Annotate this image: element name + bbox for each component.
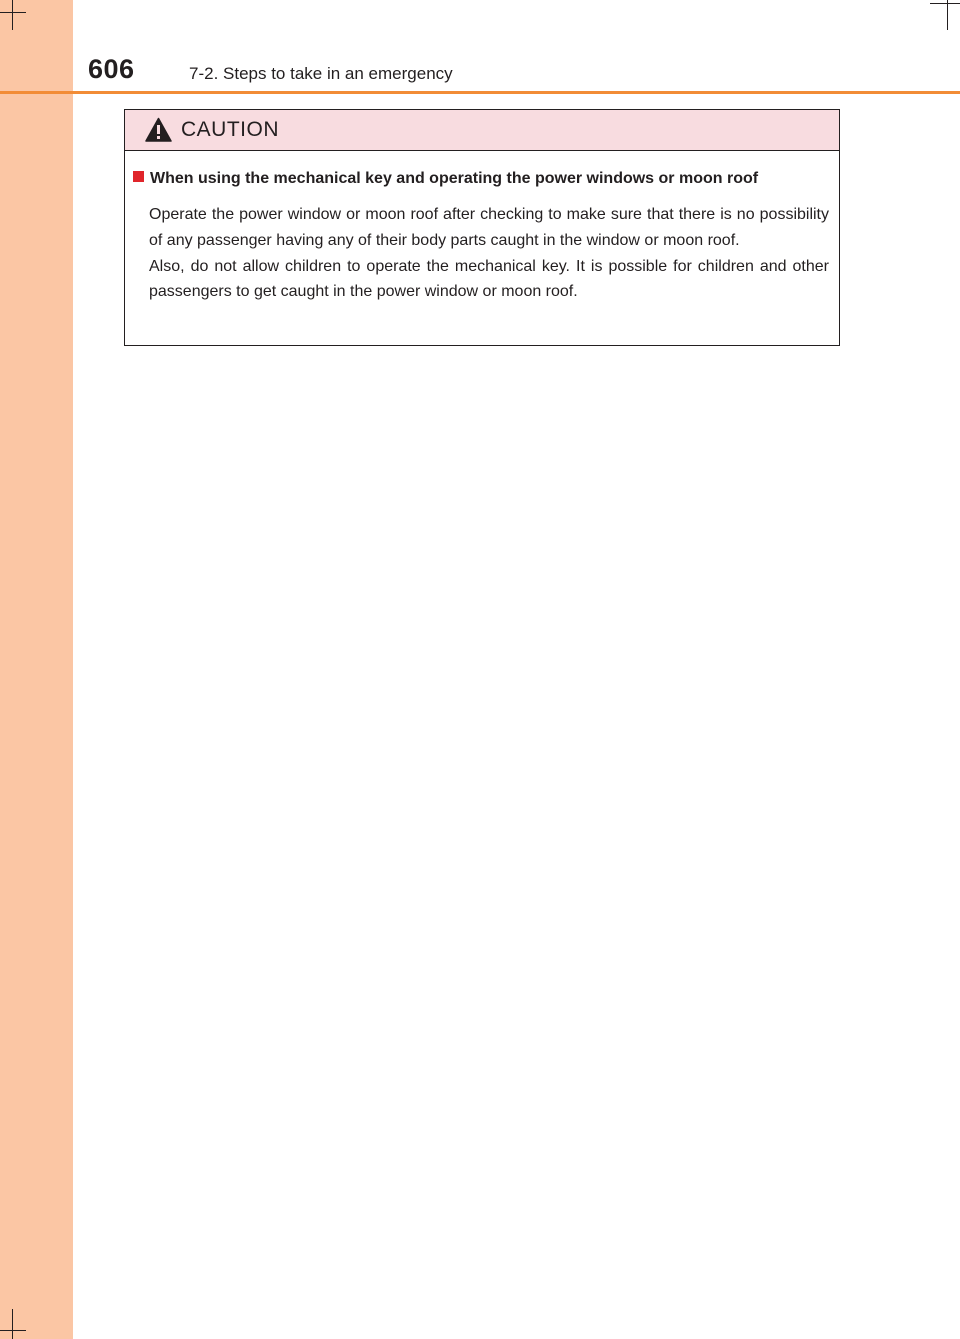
caution-title: CAUTION bbox=[181, 118, 279, 141]
caution-box bbox=[124, 109, 840, 346]
page-number: 606 bbox=[88, 54, 135, 84]
chapter-side-band bbox=[0, 0, 73, 1339]
caution-subheading-text: When using the mechanical key and operating the power windows or moon roof bbox=[150, 170, 759, 187]
crop-mark-top-left-v bbox=[12, 0, 13, 30]
crop-mark-top-right-v bbox=[947, 0, 948, 30]
warning-triangle-icon bbox=[145, 117, 172, 142]
section-title: 7-2. Steps to take in an emergency bbox=[189, 64, 453, 83]
header-rule bbox=[0, 91, 960, 94]
caution-subheading bbox=[133, 168, 758, 190]
crop-mark-bottom-left-h bbox=[0, 1330, 26, 1331]
caution-body bbox=[149, 202, 829, 305]
crop-mark-top-left-h bbox=[0, 12, 26, 13]
red-square-bullet-icon bbox=[133, 171, 144, 182]
crop-mark-bottom-left-v bbox=[12, 1309, 13, 1339]
caution-paragraph: Also, do not allow children to operate the mechanical key. It is possible for children and other passengers to get caught in the power window or moon roof. bbox=[149, 257, 829, 301]
crop-mark-top-right-h bbox=[930, 3, 960, 4]
caution-header bbox=[125, 110, 839, 151]
caution-paragraph: Operate the power window or moon roof after checking to make sure that there is no possibility of any passenger having any of their body parts caught in the window or moon roof. bbox=[149, 206, 829, 249]
